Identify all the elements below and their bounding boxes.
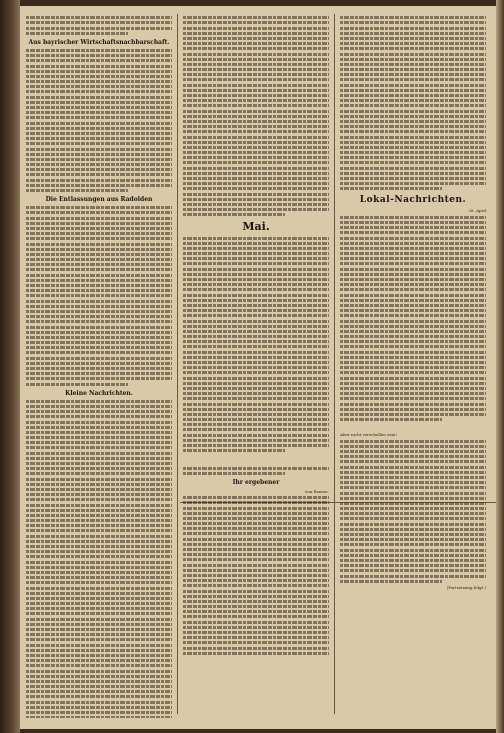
column-right [340, 14, 486, 718]
section-heading: Die Entlassungen aus Radolden [45, 196, 153, 203]
article-body [26, 206, 172, 385]
article-body [183, 237, 329, 453]
serial-footer: (Fortsetzung folgt.) [446, 584, 486, 590]
section-heading: Kleine Nachrichten. [65, 389, 133, 397]
article-body [26, 49, 172, 192]
serial-lead: Aber nicht verschollen sein! [340, 432, 398, 438]
page-edge [496, 0, 504, 733]
column-middle [183, 14, 329, 718]
article-body [26, 400, 172, 718]
article-body [26, 16, 172, 35]
serial-body [183, 496, 329, 655]
section-heading-local: Lokal-Nachrichten. [359, 195, 467, 206]
section-heading-mai: Mai. [242, 220, 270, 234]
serial-body [340, 440, 486, 583]
newspaper-page [20, 6, 496, 729]
column-rule [177, 14, 178, 714]
article-body [340, 216, 486, 421]
serial-intro [183, 467, 329, 475]
serial-title: Ihr ergebener [232, 478, 280, 486]
section-heading: Aus bayrischer Wirtschaftsnachbarschaft. [28, 38, 170, 46]
article-body [183, 16, 329, 216]
article-body [340, 16, 486, 190]
local-dateline: 28. April [468, 208, 486, 214]
serial-author: von Ramon. [304, 488, 329, 494]
column-left [26, 14, 172, 718]
column-rule [334, 14, 335, 714]
book-binding [0, 0, 20, 733]
